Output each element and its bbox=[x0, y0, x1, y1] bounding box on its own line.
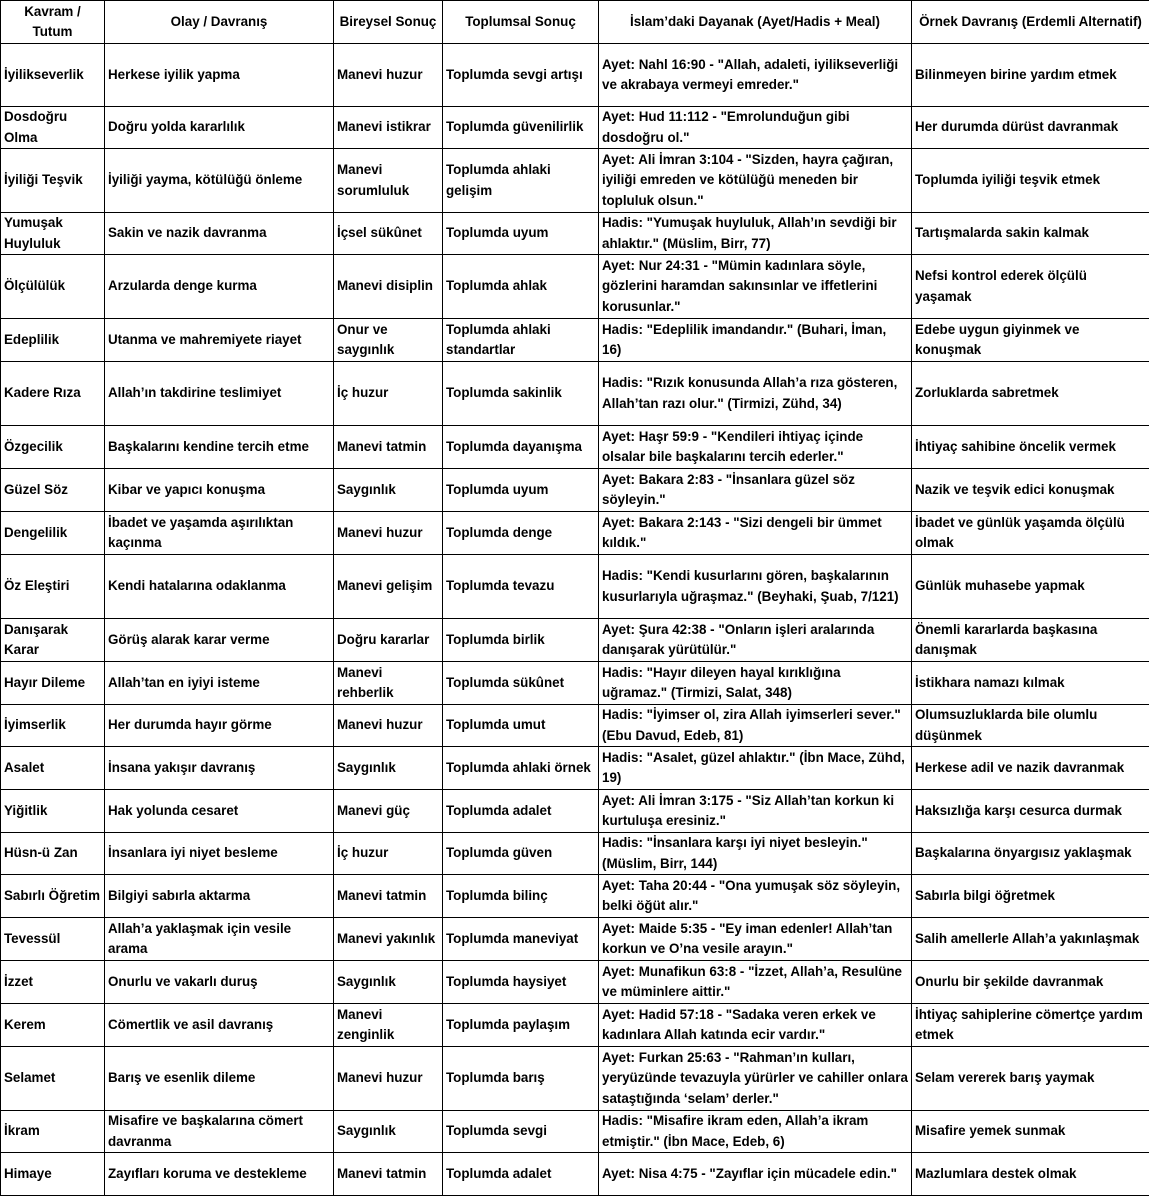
cell-event: Cömertlik ve asil davranış bbox=[105, 1004, 334, 1047]
cell-individual-result: Manevi tatmin bbox=[334, 875, 443, 918]
cell-individual-result: Manevi rehberlik bbox=[334, 662, 443, 705]
cell-social-result: Toplumda uyum bbox=[443, 469, 599, 512]
cell-concept: Özgecilik bbox=[1, 426, 105, 469]
cell-example: Nefsi kontrol ederek ölçülü yaşamak bbox=[912, 255, 1149, 319]
cell-source: Hadis: "Yumuşak huyluluk, Allah’ın sevdiği bir ahlaktır." (Müslim, Birr, 77) bbox=[599, 213, 912, 255]
cell-social-result: Toplumda adalet bbox=[443, 1153, 599, 1196]
cell-individual-result: Manevi huzur bbox=[334, 1047, 443, 1111]
cell-example: Tartışmalarda sakin kalmak bbox=[912, 213, 1149, 255]
table-row bbox=[1, 362, 1149, 426]
cell-example: İhtiyaç sahibine öncelik vermek bbox=[912, 426, 1149, 469]
cell-example: Onurlu bir şekilde davranmak bbox=[912, 961, 1149, 1004]
header-cell-concept: Kavram / Tutum bbox=[1, 1, 105, 44]
cell-event: Başkalarını kendine tercih etme bbox=[105, 426, 334, 469]
cell-source: Ayet: Nisa 4:75 - "Zayıflar için mücadele edin." bbox=[599, 1153, 912, 1196]
cell-social-result: Toplumda ahlaki gelişim bbox=[443, 149, 599, 213]
cell-source: Ayet: Furkan 25:63 - "Rahman’ın kulları, yeryüzünde tevazuyla yürürler ve cahiller onlara sataştığında ‘selam’ derler." bbox=[599, 1047, 912, 1111]
cell-social-result: Toplumda güven bbox=[443, 833, 599, 875]
cell-individual-result: Manevi zenginlik bbox=[334, 1004, 443, 1047]
table-row bbox=[1, 512, 1149, 555]
cell-concept: İyiliği Teşvik bbox=[1, 149, 105, 213]
cell-source: Ayet: Nahl 16:90 - "Allah, adaleti, iyilikseverliği ve akrabaya vermeyi emreder." bbox=[599, 44, 912, 107]
table-row bbox=[1, 149, 1149, 213]
cell-social-result: Toplumda tevazu bbox=[443, 555, 599, 619]
table-row bbox=[1, 1004, 1149, 1047]
cell-concept: Danışarak Karar bbox=[1, 619, 105, 662]
cell-event: İyiliği yayma, kötülüğü önleme bbox=[105, 149, 334, 213]
cell-source: Hadis: "İyimser ol, zira Allah iyimserleri sever." (Ebu Davud, Edeb, 81) bbox=[599, 705, 912, 747]
header-cell-event: Olay / Davranış bbox=[105, 1, 334, 44]
cell-individual-result: Doğru kararlar bbox=[334, 619, 443, 662]
table-row bbox=[1, 555, 1149, 619]
table-row bbox=[1, 619, 1149, 662]
cell-example: Zorluklarda sabretmek bbox=[912, 362, 1149, 426]
table-body bbox=[1, 44, 1149, 1196]
table-row bbox=[1, 44, 1149, 107]
table-row bbox=[1, 790, 1149, 833]
cell-concept: Hüsn-ü Zan bbox=[1, 833, 105, 875]
table-row bbox=[1, 469, 1149, 512]
cell-social-result: Toplumda sevgi artışı bbox=[443, 44, 599, 107]
cell-concept: Dengelilik bbox=[1, 512, 105, 555]
cell-social-result: Toplumda ahlak bbox=[443, 255, 599, 319]
table-row bbox=[1, 213, 1149, 255]
cell-individual-result: Manevi tatmin bbox=[334, 1153, 443, 1196]
cell-social-result: Toplumda sevgi bbox=[443, 1111, 599, 1153]
cell-event: İnsanlara iyi niyet besleme bbox=[105, 833, 334, 875]
cell-event: Herkese iyilik yapma bbox=[105, 44, 334, 107]
cell-source: Hadis: "İnsanlara karşı iyi niyet besleyin." (Müslim, Birr, 144) bbox=[599, 833, 912, 875]
cell-concept: Güzel Söz bbox=[1, 469, 105, 512]
cell-event: Her durumda hayır görme bbox=[105, 705, 334, 747]
cell-concept: Dosdoğru Olma bbox=[1, 107, 105, 149]
cell-source: Hadis: "Misafire ikram eden, Allah’a ikram etmiştir." (İbn Mace, Edeb, 6) bbox=[599, 1111, 912, 1153]
cell-event: Görüş alarak karar verme bbox=[105, 619, 334, 662]
cell-concept: Kerem bbox=[1, 1004, 105, 1047]
cell-source: Ayet: Ali İmran 3:104 - "Sizden, hayra çağıran, iyiliği emreden ve kötülüğü meneden bir topluluk olsun." bbox=[599, 149, 912, 213]
cell-example: Önemli kararlarda başkasına danışmak bbox=[912, 619, 1149, 662]
cell-individual-result: Manevi tatmin bbox=[334, 426, 443, 469]
table-row bbox=[1, 1153, 1149, 1196]
cell-event: Zayıfları koruma ve destekleme bbox=[105, 1153, 334, 1196]
cell-social-result: Toplumda haysiyet bbox=[443, 961, 599, 1004]
cell-concept: Öz Eleştiri bbox=[1, 555, 105, 619]
cell-source: Ayet: Bakara 2:143 - "Sizi dengeli bir ümmet kıldık." bbox=[599, 512, 912, 555]
cell-event: Hak yolunda cesaret bbox=[105, 790, 334, 833]
cell-example: Toplumda iyiliği teşvik etmek bbox=[912, 149, 1149, 213]
cell-social-result: Toplumda bilinç bbox=[443, 875, 599, 918]
cell-example: Haksızlığa karşı cesurca durmak bbox=[912, 790, 1149, 833]
cell-social-result: Toplumda güvenilirlik bbox=[443, 107, 599, 149]
cell-event: Sakin ve nazik davranma bbox=[105, 213, 334, 255]
cell-example: Olumsuzluklarda bile olumlu düşünmek bbox=[912, 705, 1149, 747]
table-row bbox=[1, 875, 1149, 918]
cell-example: Başkalarına önyargısız yaklaşmak bbox=[912, 833, 1149, 875]
cell-individual-result: Onur ve saygınlık bbox=[334, 319, 443, 362]
cell-source: Ayet: Ali İmran 3:175 - "Siz Allah’tan korkun ki kurtuluşa eresiniz." bbox=[599, 790, 912, 833]
cell-event: Allah’a yaklaşmak için vesile arama bbox=[105, 918, 334, 961]
cell-source: Hadis: "Rızık konusunda Allah’a rıza gösteren, Allah’tan razı olur." (Tirmizi, Zühd, 34) bbox=[599, 362, 912, 426]
cell-social-result: Toplumda umut bbox=[443, 705, 599, 747]
cell-example: Selam vererek barış yaymak bbox=[912, 1047, 1149, 1111]
cell-event: Kendi hatalarına odaklanma bbox=[105, 555, 334, 619]
cell-social-result: Toplumda sükûnet bbox=[443, 662, 599, 705]
cell-concept: Kadere Rıza bbox=[1, 362, 105, 426]
cell-event: Misafire ve başkalarına cömert davranma bbox=[105, 1111, 334, 1153]
header-cell-individual-result: Bireysel Sonuç bbox=[334, 1, 443, 44]
cell-example: Misafire yemek sunmak bbox=[912, 1111, 1149, 1153]
cell-individual-result: İç huzur bbox=[334, 362, 443, 426]
cell-example: Bilinmeyen birine yardım etmek bbox=[912, 44, 1149, 107]
cell-individual-result: Manevi disiplin bbox=[334, 255, 443, 319]
cell-concept: Asalet bbox=[1, 747, 105, 790]
cell-individual-result: Manevi gelişim bbox=[334, 555, 443, 619]
table-row bbox=[1, 918, 1149, 961]
cell-example: İhtiyaç sahiplerine cömertçe yardım etmek bbox=[912, 1004, 1149, 1047]
table-row bbox=[1, 705, 1149, 747]
header-cell-social-result: Toplumsal Sonuç bbox=[443, 1, 599, 44]
cell-example: Herkese adil ve nazik davranmak bbox=[912, 747, 1149, 790]
cell-event: Arzularda denge kurma bbox=[105, 255, 334, 319]
cell-concept: Hayır Dileme bbox=[1, 662, 105, 705]
cell-source: Hadis: "Edeplilik imandandır." (Buhari, İman, 16) bbox=[599, 319, 912, 362]
table-row bbox=[1, 255, 1149, 319]
cell-example: Mazlumlara destek olmak bbox=[912, 1153, 1149, 1196]
cell-concept: Yumuşak Huyluluk bbox=[1, 213, 105, 255]
cell-example: Her durumda dürüst davranmak bbox=[912, 107, 1149, 149]
cell-social-result: Toplumda barış bbox=[443, 1047, 599, 1111]
cell-social-result: Toplumda sakinlik bbox=[443, 362, 599, 426]
cell-example: Günlük muhasebe yapmak bbox=[912, 555, 1149, 619]
cell-example: Edebe uygun giyinmek ve konuşmak bbox=[912, 319, 1149, 362]
cell-event: Barış ve esenlik dileme bbox=[105, 1047, 334, 1111]
cell-individual-result: Saygınlık bbox=[334, 961, 443, 1004]
table-row bbox=[1, 833, 1149, 875]
table-row bbox=[1, 961, 1149, 1004]
cell-social-result: Toplumda birlik bbox=[443, 619, 599, 662]
cell-source: Ayet: Şura 42:38 - "Onların işleri aralarında danışarak yürütülür." bbox=[599, 619, 912, 662]
cell-example: Sabırla bilgi öğretmek bbox=[912, 875, 1149, 918]
cell-source: Ayet: Haşr 59:9 - "Kendileri ihtiyaç içinde olsalar bile başkalarını tercih ederler." bbox=[599, 426, 912, 469]
cell-concept: Sabırlı Öğretim bbox=[1, 875, 105, 918]
cell-concept: İyimserlik bbox=[1, 705, 105, 747]
cell-individual-result: Manevi sorumluluk bbox=[334, 149, 443, 213]
cell-source: Hadis: "Kendi kusurlarını gören, başkalarının kusurlarıyla uğraşmaz." (Beyhaki, Şuab, 7/121) bbox=[599, 555, 912, 619]
cell-concept: Ölçülülük bbox=[1, 255, 105, 319]
cell-social-result: Toplumda uyum bbox=[443, 213, 599, 255]
cell-individual-result: İç huzur bbox=[334, 833, 443, 875]
cell-event: Kibar ve yapıcı konuşma bbox=[105, 469, 334, 512]
cell-concept: İyilikseverlik bbox=[1, 44, 105, 107]
cell-individual-result: Manevi istikrar bbox=[334, 107, 443, 149]
cell-individual-result: Manevi huzur bbox=[334, 512, 443, 555]
cell-event: Allah’tan en iyiyi isteme bbox=[105, 662, 334, 705]
cell-social-result: Toplumda ahlaki örnek bbox=[443, 747, 599, 790]
cell-social-result: Toplumda maneviyat bbox=[443, 918, 599, 961]
cell-social-result: Toplumda denge bbox=[443, 512, 599, 555]
cell-concept: Himaye bbox=[1, 1153, 105, 1196]
cell-individual-result: İçsel sükûnet bbox=[334, 213, 443, 255]
header-row bbox=[1, 1, 1149, 44]
cell-individual-result: Manevi huzur bbox=[334, 705, 443, 747]
cell-social-result: Toplumda paylaşım bbox=[443, 1004, 599, 1047]
cell-source: Ayet: Bakara 2:83 - "İnsanlara güzel söz söyleyin." bbox=[599, 469, 912, 512]
table-row bbox=[1, 319, 1149, 362]
cell-example: İbadet ve günlük yaşamda ölçülü olmak bbox=[912, 512, 1149, 555]
header-cell-source: İslam’daki Dayanak (Ayet/Hadis + Meal) bbox=[599, 1, 912, 44]
table-row bbox=[1, 107, 1149, 149]
cell-source: Hadis: "Asalet, güzel ahlaktır." (İbn Mace, Zühd, 19) bbox=[599, 747, 912, 790]
cell-social-result: Toplumda adalet bbox=[443, 790, 599, 833]
header-cell-example: Örnek Davranış (Erdemli Alternatif) bbox=[912, 1, 1149, 44]
cell-event: Utanma ve mahremiyete riayet bbox=[105, 319, 334, 362]
cell-event: Allah’ın takdirine teslimiyet bbox=[105, 362, 334, 426]
cell-concept: Yiğitlik bbox=[1, 790, 105, 833]
table-header bbox=[1, 1, 1149, 44]
cell-event: Doğru yolda kararlılık bbox=[105, 107, 334, 149]
cell-individual-result: Saygınlık bbox=[334, 469, 443, 512]
cell-social-result: Toplumda dayanışma bbox=[443, 426, 599, 469]
cell-event: Onurlu ve vakarlı duruş bbox=[105, 961, 334, 1004]
cell-concept: İkram bbox=[1, 1111, 105, 1153]
cell-concept: Selamet bbox=[1, 1047, 105, 1111]
cell-concept: Edeplilik bbox=[1, 319, 105, 362]
table-row bbox=[1, 1111, 1149, 1153]
cell-event: İbadet ve yaşamda aşırılıktan kaçınma bbox=[105, 512, 334, 555]
table-row bbox=[1, 1047, 1149, 1111]
cell-source: Ayet: Taha 20:44 - "Ona yumuşak söz söyleyin, belki öğüt alır." bbox=[599, 875, 912, 918]
cell-source: Ayet: Munafikun 63:8 - "İzzet, Allah’a, Resulüne ve müminlere aittir." bbox=[599, 961, 912, 1004]
cell-source: Ayet: Maide 5:35 - "Ey iman edenler! Allah’tan korkun ve O’na vesile arayın." bbox=[599, 918, 912, 961]
cell-social-result: Toplumda ahlaki standartlar bbox=[443, 319, 599, 362]
cell-individual-result: Manevi güç bbox=[334, 790, 443, 833]
cell-example: İstikhara namazı kılmak bbox=[912, 662, 1149, 705]
cell-event: Bilgiyi sabırla aktarma bbox=[105, 875, 334, 918]
cell-concept: Tevessül bbox=[1, 918, 105, 961]
cell-example: Nazik ve teşvik edici konuşmak bbox=[912, 469, 1149, 512]
cell-concept: İzzet bbox=[1, 961, 105, 1004]
cell-event: İnsana yakışır davranış bbox=[105, 747, 334, 790]
cell-source: Ayet: Hadid 57:18 - "Sadaka veren erkek ve kadınlara Allah katında ecir vardır." bbox=[599, 1004, 912, 1047]
table-row bbox=[1, 426, 1149, 469]
cell-source: Ayet: Hud 11:112 - "Emrolunduğun gibi dosdoğru ol." bbox=[599, 107, 912, 149]
cell-individual-result: Saygınlık bbox=[334, 747, 443, 790]
cell-individual-result: Saygınlık bbox=[334, 1111, 443, 1153]
cell-source: Hadis: "Hayır dileyen hayal kırıklığına uğramaz." (Tirmizi, Salat, 348) bbox=[599, 662, 912, 705]
cell-example: Salih amellerle Allah’a yakınlaşmak bbox=[912, 918, 1149, 961]
cell-individual-result: Manevi yakınlık bbox=[334, 918, 443, 961]
table-row bbox=[1, 747, 1149, 790]
table-row bbox=[1, 662, 1149, 705]
cell-source: Ayet: Nur 24:31 - "Mümin kadınlara söyle, gözlerini haramdan sakınsınlar ve iffetlerini korusunlar." bbox=[599, 255, 912, 319]
cell-individual-result: Manevi huzur bbox=[334, 44, 443, 107]
